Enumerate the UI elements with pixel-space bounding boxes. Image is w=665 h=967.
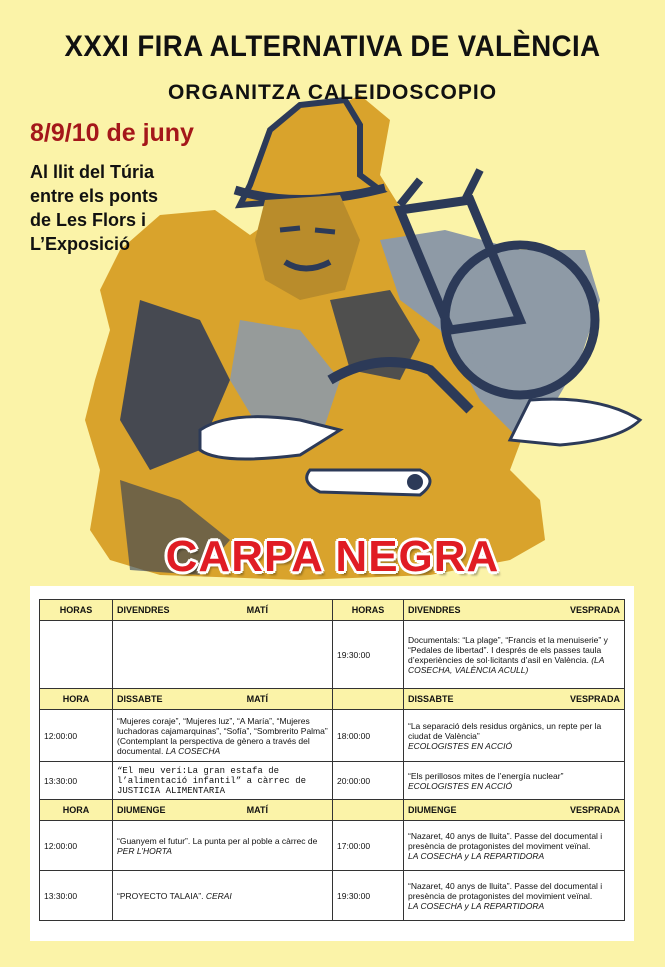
day-label: DIUMENGE: [408, 805, 457, 815]
activity-cell: [113, 710, 333, 762]
activity-cell: [113, 762, 333, 800]
table-row: [40, 762, 625, 800]
hora-header: [333, 800, 404, 821]
activity-cell: [404, 710, 625, 762]
table-header-row: [40, 600, 625, 621]
hora-header: HORA: [40, 689, 113, 710]
carpa-negra-banner: CARPA NEGRA: [165, 532, 500, 581]
time-cell: 12:00:00: [40, 821, 113, 871]
activity-text: “Guanyem el futur”. La punta per al poble a càrrec de: [117, 835, 318, 846]
activity-text: Documentals: “La plage”, “Francis et la menuiserie” y “Pedales de libertad”. I després de els passes taula d’experiències de sol·licitants d’asil en València.: [408, 634, 608, 665]
time-cell: 19:30:00: [333, 621, 404, 689]
activity-cell: [404, 621, 625, 689]
organizer: LA COSECHA y LA REPARTIDORA: [408, 900, 545, 911]
activity-cell: [113, 821, 333, 871]
time-cell: [40, 621, 113, 689]
part-label: MATÍ: [246, 805, 268, 815]
day-label: DISSABTE: [117, 694, 163, 704]
activity-cell: [404, 871, 625, 921]
part-label: VESPRADA: [569, 805, 620, 815]
day-header: [113, 600, 333, 621]
activity-text: “La separació dels residus orgànics, un repte per la ciudat de València”: [408, 720, 602, 741]
table-header-row: [40, 689, 625, 710]
day-header: [113, 689, 333, 710]
time-cell: 13:30:00: [40, 871, 113, 921]
hora-header: HORA: [40, 800, 113, 821]
time-cell: 18:00:00: [333, 710, 404, 762]
location-line: Al llit del Túria: [30, 162, 155, 182]
poster-title: XXXI FIRA ALTERNATIVA DE VALÈNCIA: [64, 30, 601, 63]
event-location: [30, 160, 158, 256]
part-label: MATÍ: [246, 605, 268, 615]
organizer: ECOLOGISTES EN ACCIÓ: [408, 740, 513, 751]
day-header: [404, 800, 625, 821]
hora-header: HORAS: [333, 600, 404, 621]
part-label: MATÍ: [246, 694, 268, 704]
event-dates: 8/9/10 de juny: [30, 119, 194, 147]
activity-cell: [404, 762, 625, 800]
activity-cell: [113, 621, 333, 689]
poster-subtitle: ORGANITZA CALEIDOSCOPIO: [167, 81, 498, 104]
table-header-row: [40, 800, 625, 821]
hora-header: HORAS: [40, 600, 113, 621]
organizer: LA COSECHA y LA REPARTIDORA: [408, 850, 545, 861]
time-cell: 19:30:00: [333, 871, 404, 921]
organizer: LA COSECHA: [165, 745, 221, 756]
activity-text: “Mujeres coraje”, “Mujeres luz”, “A María”, “Mujeres luchadoras cajamarquinas”, “Sofía”, “Sombrerito Palma” (Contemplant la perspectiva de gènero a través del documental.: [117, 715, 328, 756]
time-cell: 17:00:00: [333, 821, 404, 871]
table-row: [40, 621, 625, 689]
day-label: DIVENDRES: [117, 605, 170, 615]
day-header: [404, 689, 625, 710]
part-label: VESPRADA: [569, 605, 620, 615]
day-label: DIVENDRES: [408, 605, 461, 615]
organizer: CERAI: [205, 890, 232, 901]
day-header: [113, 800, 333, 821]
organizer: (LA COSECHA, VALÈNCIA ACULL): [408, 654, 605, 675]
location-line: L’Exposició: [30, 234, 131, 254]
day-label: DIUMENGE: [117, 805, 166, 815]
schedule-panel: [30, 586, 634, 941]
time-cell: 12:00:00: [40, 710, 113, 762]
schedule-table: [39, 599, 625, 921]
day-header: [404, 600, 625, 621]
time-cell: 20:00:00: [333, 762, 404, 800]
table-row: [40, 821, 625, 871]
activity-text: “El meu verí:La gran estafa de l’alimentació infantil” a càrrec de JUSTICIA ALIMENTARIA: [117, 765, 307, 796]
activity-cell: [113, 871, 333, 921]
hora-header: [333, 689, 404, 710]
organizer: PER L’HORTA: [117, 845, 172, 856]
table-row: [40, 871, 625, 921]
table-row: [40, 710, 625, 762]
organizer: ECOLOGISTES EN ACCIÓ: [408, 780, 513, 791]
activity-text: “Els perillosos mites de l’energía nuclear”: [408, 770, 564, 781]
activity-text: “Nazaret, 40 anys de lluita”. Passe del documental i presència de protagonistes del movimient veïnal.: [408, 880, 603, 901]
activity-cell: [404, 821, 625, 871]
time-cell: 13:30:00: [40, 762, 113, 800]
part-label: VESPRADA: [569, 694, 620, 704]
location-line: de Les Flors i: [30, 210, 147, 230]
activity-text: “PROYECTO TALAIA”.: [117, 890, 204, 901]
day-label: DISSABTE: [408, 694, 454, 704]
location-line: entre els ponts: [30, 186, 159, 206]
activity-text: “Nazaret, 40 anys de lluita”. Passe del documental i presència de protagonistes del moviment veïnal.: [408, 830, 603, 851]
